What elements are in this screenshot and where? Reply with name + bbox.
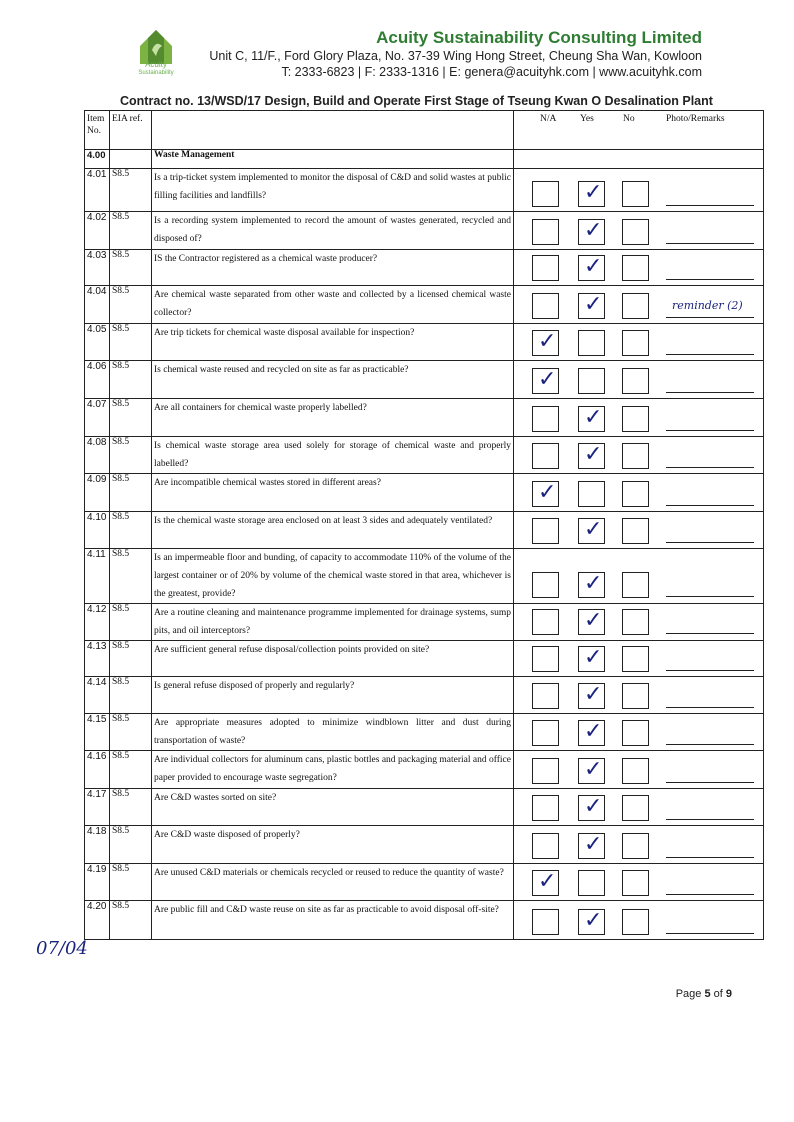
table-row	[85, 604, 764, 641]
checkbox-na[interactable]	[532, 609, 559, 635]
checkmark-icon: ✓	[584, 292, 603, 317]
checkmark-icon: ✓	[584, 719, 603, 744]
remarks-line[interactable]	[666, 633, 754, 634]
checkbox-no[interactable]	[622, 720, 649, 746]
checkbox-yes[interactable]	[578, 293, 605, 319]
table-row	[85, 169, 764, 212]
answer-cell	[514, 286, 764, 324]
remarks-line[interactable]	[666, 317, 754, 318]
question-text: Are C&D waste disposed of properly?	[152, 826, 514, 864]
checkbox-no[interactable]	[622, 646, 649, 672]
section-eia-empty	[110, 150, 152, 169]
question-text: Are C&D wastes sorted on site?	[152, 789, 514, 826]
checkbox-no[interactable]	[622, 518, 649, 544]
remarks-line[interactable]	[666, 670, 754, 671]
table-row	[85, 361, 764, 399]
remarks-line[interactable]	[666, 279, 754, 280]
checkbox-na[interactable]	[532, 293, 559, 319]
question-text: Are incompatible chemical wastes stored in different areas?	[152, 474, 514, 512]
eia-ref: S8.5	[110, 169, 152, 212]
remarks-line[interactable]	[666, 505, 754, 506]
checkbox-na[interactable]	[532, 481, 559, 507]
table-row	[85, 474, 764, 512]
table-row	[85, 512, 764, 549]
page-prefix: Page	[675, 988, 705, 1000]
col-na-header: N/A	[540, 114, 557, 124]
company-address: Unit C, 11/F., Ford Glory Plaza, No. 37-39 Wing Hong Street, Cheung Sha Wan, Kowloon	[209, 49, 702, 63]
eia-ref: S8.5	[110, 714, 152, 751]
checkbox-no[interactable]	[622, 481, 649, 507]
answer-cell	[514, 789, 764, 826]
answer-cell	[514, 549, 764, 604]
remarks-line[interactable]	[666, 205, 754, 206]
checkbox-yes[interactable]	[578, 720, 605, 746]
remarks-line[interactable]	[666, 857, 754, 858]
checkbox-yes[interactable]	[578, 406, 605, 432]
checkbox-yes[interactable]	[578, 443, 605, 469]
remarks-line[interactable]	[666, 782, 754, 783]
table-row	[85, 212, 764, 250]
checkmark-icon: ✓	[584, 645, 603, 670]
col-check-header	[514, 111, 764, 150]
checkbox-no[interactable]	[622, 683, 649, 709]
checkbox-no[interactable]	[622, 255, 649, 281]
item-number: 4.07	[85, 399, 110, 437]
question-text: Are chemical waste separated from other waste and collected by a licensed chemical waste collector?	[152, 286, 514, 324]
col-remarks-header: Photo/Remarks	[666, 114, 725, 124]
checkbox-na[interactable]	[532, 795, 559, 821]
table-row	[85, 864, 764, 901]
checkbox-no[interactable]	[622, 572, 649, 598]
checkmark-icon: ✓	[584, 180, 603, 205]
item-number: 4.18	[85, 826, 110, 864]
item-number: 4.14	[85, 677, 110, 714]
checkmark-icon: ✓	[584, 682, 603, 707]
checkbox-yes[interactable]	[578, 758, 605, 784]
eia-ref: S8.5	[110, 549, 152, 604]
checkbox-yes[interactable]	[578, 219, 605, 245]
remarks-line[interactable]	[666, 707, 754, 708]
remarks-line[interactable]	[666, 744, 754, 745]
eia-ref: S8.5	[110, 361, 152, 399]
table-row	[85, 549, 764, 604]
eia-ref: S8.5	[110, 604, 152, 641]
checkbox-na[interactable]	[532, 219, 559, 245]
checklist-table	[84, 110, 764, 940]
checkbox-no[interactable]	[622, 181, 649, 207]
question-text: Are sufficient general refuse disposal/collection points provided on site?	[152, 641, 514, 677]
checkbox-no[interactable]	[622, 219, 649, 245]
table-row	[85, 641, 764, 677]
item-number: 4.01	[85, 169, 110, 212]
item-number: 4.10	[85, 512, 110, 549]
answer-cell	[514, 361, 764, 399]
answer-cell	[514, 474, 764, 512]
question-text: Is chemical waste storage area used solely for storage of chemical waste and properly labelled?	[152, 437, 514, 474]
checkmark-icon: ✓	[538, 869, 557, 894]
table-row	[85, 714, 764, 751]
table-row	[85, 789, 764, 826]
eia-ref: S8.5	[110, 751, 152, 789]
checkbox-yes[interactable]	[578, 255, 605, 281]
company-name: Acuity Sustainability Consulting Limited	[376, 28, 702, 47]
checkbox-na[interactable]	[532, 255, 559, 281]
checkbox-yes[interactable]	[578, 646, 605, 672]
checkbox-na[interactable]	[532, 870, 559, 896]
answer-cell	[514, 901, 764, 940]
table-row	[85, 826, 764, 864]
checkbox-na[interactable]	[532, 683, 559, 709]
checkbox-no[interactable]	[622, 758, 649, 784]
table-row	[85, 901, 764, 940]
checkbox-yes[interactable]	[578, 609, 605, 635]
checkbox-no[interactable]	[622, 330, 649, 356]
checkbox-no[interactable]	[622, 909, 649, 935]
table-row	[85, 250, 764, 286]
question-text: Is general refuse disposed of properly and regularly?	[152, 677, 514, 714]
eia-ref: S8.5	[110, 212, 152, 250]
table-row	[85, 677, 764, 714]
checkmark-icon: ✓	[584, 794, 603, 819]
question-text: IS the Contractor registered as a chemical waste producer?	[152, 250, 514, 286]
item-number: 4.20	[85, 901, 110, 940]
page-of: of	[710, 988, 726, 1000]
eia-ref: S8.5	[110, 677, 152, 714]
checkbox-na[interactable]	[532, 181, 559, 207]
remarks-line[interactable]	[666, 819, 754, 820]
checkmark-icon: ✓	[584, 405, 603, 430]
remarks-line[interactable]	[666, 430, 754, 431]
checkbox-na[interactable]	[532, 758, 559, 784]
checkmark-icon: ✓	[584, 832, 603, 857]
table-header-row	[85, 111, 764, 150]
company-contact: T: 2333-6823 | F: 2333-1316 | E: genera@acuityhk.com | www.acuityhk.com	[281, 65, 702, 79]
eia-ref: S8.5	[110, 826, 152, 864]
checkmark-icon: ✓	[538, 480, 557, 505]
table-row	[85, 437, 764, 474]
answer-cell	[514, 212, 764, 250]
answer-cell	[514, 677, 764, 714]
col-item-header: Item No.	[85, 111, 110, 150]
checkmark-icon: ✓	[538, 367, 557, 392]
question-text: Are public fill and C&D waste reuse on site as far as practicable to avoid disposal off-site?	[152, 901, 514, 940]
answer-cell	[514, 826, 764, 864]
question-text: Are a routine cleaning and maintenance programme implemented for drainage systems, sump pits, and oil interceptors?	[152, 604, 514, 641]
checkbox-na[interactable]	[532, 572, 559, 598]
checkmark-icon: ✓	[584, 218, 603, 243]
remarks-line[interactable]	[666, 542, 754, 543]
checkbox-no[interactable]	[622, 443, 649, 469]
checkbox-yes[interactable]	[578, 833, 605, 859]
col-no-header: No	[623, 114, 635, 124]
remarks-line[interactable]	[666, 392, 754, 393]
item-number: 4.17	[85, 789, 110, 826]
answer-cell	[514, 437, 764, 474]
page-number	[676, 988, 732, 1000]
item-number: 4.11	[85, 549, 110, 604]
checkmark-icon: ✓	[538, 329, 557, 354]
table-row	[85, 751, 764, 789]
remarks-line[interactable]	[666, 596, 754, 597]
eia-ref: S8.5	[110, 641, 152, 677]
answer-cell	[514, 864, 764, 901]
answer-cell	[514, 512, 764, 549]
checkmark-icon: ✓	[584, 908, 603, 933]
remarks-line[interactable]	[666, 243, 754, 244]
checkbox-na[interactable]	[532, 833, 559, 859]
checkbox-na[interactable]	[532, 368, 559, 394]
answer-cell	[514, 641, 764, 677]
checkbox-no[interactable]	[622, 609, 649, 635]
checkbox-no[interactable]	[622, 293, 649, 319]
checkbox-yes[interactable]	[578, 481, 605, 507]
question-text: Is the chemical waste storage area enclosed on at least 3 sides and adequately ventilated?	[152, 512, 514, 549]
question-text: Are all containers for chemical waste properly labelled?	[152, 399, 514, 437]
answer-cell	[514, 399, 764, 437]
remarks-line[interactable]	[666, 894, 754, 895]
item-number: 4.05	[85, 324, 110, 361]
eia-ref: S8.5	[110, 286, 152, 324]
item-number: 4.08	[85, 437, 110, 474]
table-row	[85, 399, 764, 437]
question-text: Are unused C&D materials or chemicals recycled or reused to reduce the quantity of waste?	[152, 864, 514, 901]
checkbox-no[interactable]	[622, 870, 649, 896]
eia-ref: S8.5	[110, 901, 152, 940]
eia-ref: S8.5	[110, 250, 152, 286]
section-check-empty	[514, 150, 764, 169]
checkbox-yes[interactable]	[578, 572, 605, 598]
answer-cell	[514, 324, 764, 361]
eia-ref: S8.5	[110, 512, 152, 549]
col-yes-header: Yes	[580, 114, 594, 124]
remarks-line[interactable]	[666, 467, 754, 468]
item-number: 4.13	[85, 641, 110, 677]
answer-cell	[514, 250, 764, 286]
checkbox-no[interactable]	[622, 406, 649, 432]
checkmark-icon: ✓	[584, 442, 603, 467]
item-number: 4.16	[85, 751, 110, 789]
page-total: 9	[725, 988, 732, 1000]
checkbox-na[interactable]	[532, 443, 559, 469]
handwritten-date: 07/04	[36, 938, 88, 959]
answer-cell	[514, 751, 764, 789]
question-text: Are individual collectors for aluminum cans, plastic bottles and packaging material and office paper provided to encourage waste segregation?	[152, 751, 514, 789]
eia-ref: S8.5	[110, 789, 152, 826]
question-text: Are trip tickets for chemical waste disposal available for inspection?	[152, 324, 514, 361]
checkbox-no[interactable]	[622, 368, 649, 394]
logo-text: Acuity	[145, 60, 167, 69]
checkbox-yes[interactable]	[578, 518, 605, 544]
logo-caption	[128, 60, 184, 78]
eia-ref: S8.5	[110, 437, 152, 474]
checkbox-na[interactable]	[532, 330, 559, 356]
checkbox-yes[interactable]	[578, 909, 605, 935]
checkbox-na[interactable]	[532, 406, 559, 432]
eia-ref: S8.5	[110, 474, 152, 512]
checkbox-na[interactable]	[532, 518, 559, 544]
checkbox-yes[interactable]	[578, 870, 605, 896]
question-text: Is a recording system implemented to record the amount of wastes generated, recycled and disposed of?	[152, 212, 514, 250]
eia-ref: S8.5	[110, 399, 152, 437]
question-text: Are appropriate measures adopted to minimize windblown litter and dust during transportation of waste?	[152, 714, 514, 751]
item-number: 4.02	[85, 212, 110, 250]
checkbox-na[interactable]	[532, 909, 559, 935]
section-row	[85, 150, 764, 169]
eia-ref: S8.5	[110, 324, 152, 361]
answer-cell	[514, 714, 764, 751]
item-number: 4.19	[85, 864, 110, 901]
contract-title: Contract no. 13/WSD/17 Design, Build and Operate First Stage of Tseung Kwan O Desalination Plant	[120, 94, 713, 108]
item-number: 4.03	[85, 250, 110, 286]
checkbox-na[interactable]	[532, 646, 559, 672]
item-number: 4.09	[85, 474, 110, 512]
checkbox-no[interactable]	[622, 833, 649, 859]
logo-subtext: Sustainability	[138, 70, 174, 76]
remarks-line[interactable]	[666, 354, 754, 355]
checkbox-yes[interactable]	[578, 368, 605, 394]
checkmark-icon: ✓	[584, 757, 603, 782]
item-number: 4.06	[85, 361, 110, 399]
checkbox-na[interactable]	[532, 720, 559, 746]
question-text: Is an impermeable floor and bunding, of capacity to accommodate 110% of the volume of the largest container or of 20% by volume of the chemical waste stored in that area, whichever is the greatest, provide?	[152, 549, 514, 604]
checkbox-no[interactable]	[622, 795, 649, 821]
section-number: 4.00	[85, 150, 110, 169]
remarks-line[interactable]	[666, 933, 754, 934]
eia-ref: S8.5	[110, 864, 152, 901]
checkbox-yes[interactable]	[578, 795, 605, 821]
remark-text: reminder (2)	[672, 299, 743, 312]
item-number: 4.15	[85, 714, 110, 751]
checkmark-icon: ✓	[584, 608, 603, 633]
col-eia-header: EIA ref.	[110, 111, 152, 150]
answer-cell	[514, 169, 764, 212]
table-row	[85, 324, 764, 361]
checkbox-yes[interactable]	[578, 181, 605, 207]
item-number: 4.12	[85, 604, 110, 641]
checkmark-icon: ✓	[584, 571, 603, 596]
question-text: Is a trip-ticket system implemented to monitor the disposal of C&D and solid wastes at public filling facilities and landfills?	[152, 169, 514, 212]
answer-cell	[514, 604, 764, 641]
page-current: 5	[704, 988, 711, 1000]
section-title: Waste Management	[152, 150, 514, 169]
checkbox-yes[interactable]	[578, 683, 605, 709]
checkmark-icon: ✓	[584, 254, 603, 279]
col-question-header	[152, 111, 514, 150]
table-row	[85, 286, 764, 324]
question-text: Is chemical waste reused and recycled on site as far as practicable?	[152, 361, 514, 399]
checkmark-icon: ✓	[584, 517, 603, 542]
checkbox-yes[interactable]	[578, 330, 605, 356]
item-number: 4.04	[85, 286, 110, 324]
